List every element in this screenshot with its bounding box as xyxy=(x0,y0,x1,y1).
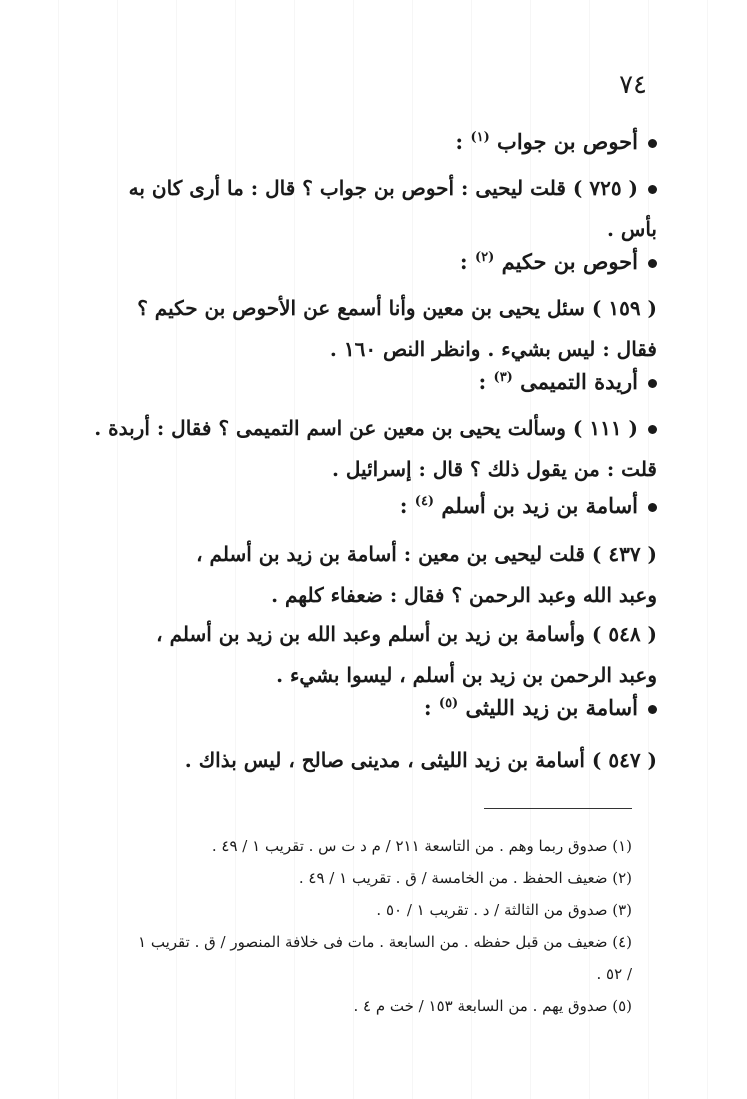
footnote-ref: (١) xyxy=(470,130,490,145)
entry-heading xyxy=(400,490,657,523)
footnote-divider xyxy=(484,808,632,809)
entry-paragraph xyxy=(87,168,657,250)
paragraph-line: ( ٥٤٨ ) وأسامة بن زيد بن أسلم وعبد الله بن زيد بن أسلم ، xyxy=(156,622,657,646)
paragraph-line: بأس . xyxy=(607,217,657,241)
footnote: (٥) صدوق يهم . من السابعة ١٥٣ / خت م ٤ . xyxy=(353,997,632,1015)
page-number: ٧٤ xyxy=(619,70,647,100)
paragraph-line: وعبد الرحمن بن زيد بن أسلم ، ليسوا بشيء . xyxy=(276,663,657,687)
footnotes xyxy=(112,830,632,1022)
heading-text: أريدة التميمى xyxy=(520,369,638,394)
heading-text: أحوص بن جواب xyxy=(497,129,638,154)
footnote-ref: (٣) xyxy=(493,370,513,385)
bullet-icon xyxy=(648,705,657,714)
entry-heading xyxy=(478,366,657,399)
bullet-icon xyxy=(648,259,657,268)
paragraph-line: ( ٥٤٧ ) أسامة بن زيد الليثى ، مدينى صالح ، ليس بذاك . xyxy=(184,748,657,772)
entry-paragraph xyxy=(87,740,657,781)
bullet-icon xyxy=(648,185,657,194)
paragraph-line: ( ٤٣٧ ) قلت ليحيى بن معين : أسامة بن زيد بن أسلم ، xyxy=(196,542,657,566)
heading-colon: : xyxy=(399,493,408,518)
entry-paragraph xyxy=(87,614,657,696)
footnote-ref: (٥) xyxy=(438,696,459,711)
entry-paragraph xyxy=(87,288,657,370)
paragraph-line: ( ١١١ ) وسألت يحيى بن معين عن اسم التميمى ؟ فقال : أربدة . xyxy=(94,416,638,440)
heading-colon: : xyxy=(455,129,464,154)
paragraph-line: فقال : ليس بشيء . وانظر النص ١٦٠ . xyxy=(329,337,657,361)
heading-colon: : xyxy=(423,695,432,720)
paragraph-line: ( ١٥٩ ) سئل يحيى بن معين وأنا أسمع عن الأحوص بن حكيم ؟ xyxy=(137,296,657,320)
bullet-icon xyxy=(648,139,657,148)
heading-text: أسامة بن زيد الليثى xyxy=(465,695,638,720)
paragraph-line: قلت : من يقول ذلك ؟ قال : إسرائيل . xyxy=(331,457,657,481)
footnote-continuation: / ٥٢ . xyxy=(596,965,632,983)
heading-colon: : xyxy=(478,369,487,394)
entry-heading xyxy=(460,246,657,279)
bullet-icon xyxy=(648,425,657,434)
footnote: (١) صدوق ربما وهم . من التاسعة ٢١١ / م د ت س . تقريب ١ / ٤٩ . xyxy=(211,837,632,855)
entry-heading xyxy=(424,692,657,725)
heading-text: أحوص بن حكيم xyxy=(501,249,638,274)
footnote: (٢) ضعيف الحفظ . من الخامسة / ق . تقريب ١ / ٤٩ . xyxy=(298,869,632,887)
entry-paragraph xyxy=(87,408,657,490)
footnote-ref: (٤) xyxy=(414,494,435,509)
footnote: (٣) صدوق من الثالثة / د . تقريب ١ / ٥٠ . xyxy=(376,901,632,919)
footnote-ref: (٢) xyxy=(474,250,495,265)
bullet-icon xyxy=(648,379,657,388)
entry-paragraph xyxy=(87,534,657,616)
heading-text: أسامة بن زيد بن أسلم xyxy=(441,493,638,518)
footnote: (٤) ضعيف من قبل حفظه . من السابعة . مات فى خلافة المنصور / ق . تقريب ١ xyxy=(138,933,632,951)
paragraph-line: ( ٧٢٥ ) قلت ليحيى : أحوص بن جواب ؟ قال : ما أرى كان به xyxy=(128,176,638,200)
entry-heading xyxy=(455,126,657,159)
paragraph-line: وعبد الله وعبد الرحمن ؟ فقال : ضعفاء كلهم . xyxy=(271,583,657,607)
heading-colon: : xyxy=(459,249,468,274)
bullet-icon xyxy=(648,503,657,512)
